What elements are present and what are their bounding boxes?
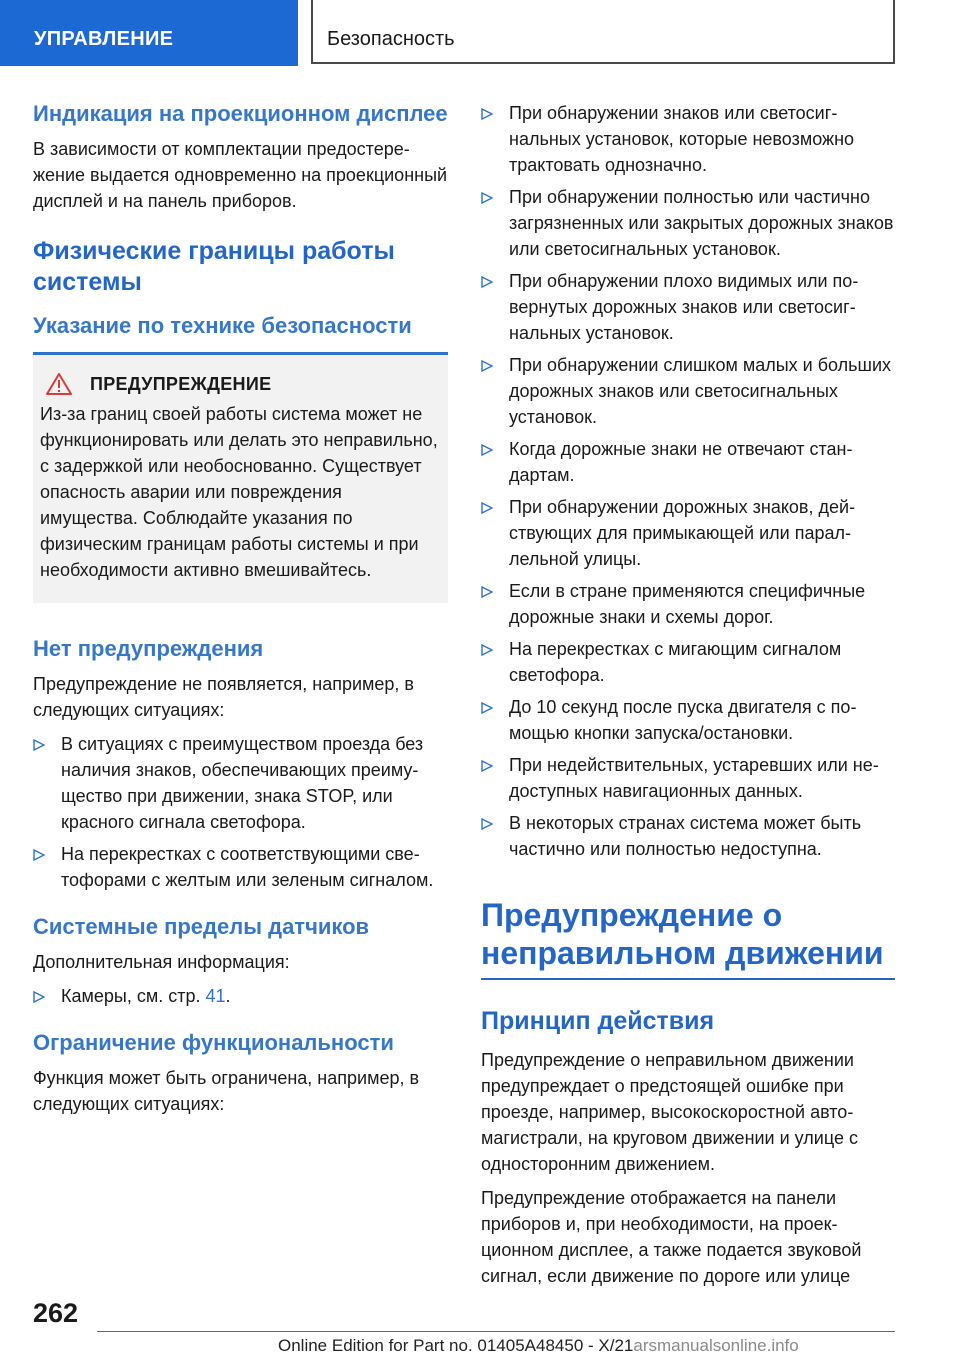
list-item xyxy=(481,494,901,572)
list-item-text: При обнаружении слишком малых и больших дорожных знаков или светосигнальных установок. xyxy=(509,355,892,427)
watermark-text: arsmanualsonline.info xyxy=(633,1336,799,1355)
list-item xyxy=(481,636,901,688)
list-item-text: Если в стране применяются специфичные дорожные знаки и схемы дорог. xyxy=(509,581,866,627)
page-number: 262 xyxy=(33,1298,79,1328)
triangle-bullet-icon xyxy=(481,108,493,120)
section-title-safety: Указание по технике безопасности xyxy=(33,313,412,338)
page-reference-link[interactable]: 41 xyxy=(205,986,226,1006)
triangle-bullet-icon xyxy=(33,991,45,1003)
list-item xyxy=(481,268,901,346)
list-item-text: При обнаружении плохо видимых или повернутых дорожных знаков или светосигнальных установок. xyxy=(509,271,859,343)
list-item xyxy=(481,694,901,746)
list-item-text: При обнаружении знаков или светосигнальных установок, которые невозможно трактовать однозначно. xyxy=(509,103,855,175)
list-item xyxy=(481,352,901,430)
list-item-text: При обнаружении полностью или частично загрязненных или закрытых дорожных знаков или светосигнальных установок. xyxy=(509,187,894,259)
section-title-restrictions: Ограничение функциональности xyxy=(33,1030,394,1055)
triangle-bullet-icon xyxy=(481,502,493,514)
triangle-bullet-icon xyxy=(481,360,493,372)
warning-triangle-icon xyxy=(46,373,72,395)
triangle-bullet-icon xyxy=(481,276,493,288)
edition-text: Online Edition for Part no. 01405A48450 - X/21 xyxy=(278,1336,634,1355)
triangle-bullet-icon xyxy=(481,818,493,830)
list-item xyxy=(481,810,901,862)
list-item-text: До 10 секунд после пуска двигателя с помощью кнопки запуска/остановки. xyxy=(509,697,857,743)
list-item-text: При обнаружении дорожных знаков, действующих для примыкающей или параллельной улицы. xyxy=(509,497,856,569)
warning-header xyxy=(40,373,440,395)
page-header xyxy=(0,0,960,66)
triangle-bullet-icon xyxy=(481,586,493,598)
left-column xyxy=(33,100,448,1125)
list-item-text: В некоторых странах система может быть частично или полностью недоступна. xyxy=(509,813,862,859)
footer-edition xyxy=(278,1336,799,1356)
list-item xyxy=(481,184,901,262)
header-section-label: УПРАВЛЕНИЕ xyxy=(0,0,298,66)
section-text-no-warning: Предупреждение не появляется, например, в следующих ситуациях: xyxy=(33,674,414,720)
list-item xyxy=(481,436,901,488)
no-warning-list xyxy=(33,731,448,893)
restrictions-list xyxy=(481,100,901,862)
section-title-no-warning: Нет предупреждения xyxy=(33,636,264,661)
triangle-bullet-icon xyxy=(481,760,493,772)
list-item xyxy=(33,841,448,893)
principle-text-2: Предупреждение отображается на панели приборов и, при необходимости, на проекционном дисплее, а также подается звуковой сигнал, если движение по дороге или улице xyxy=(481,1188,862,1286)
warning-title: ПРЕДУПРЕЖДЕНИЕ xyxy=(90,373,272,394)
right-column xyxy=(481,100,901,1297)
principle-text-1: Предупреждение о неправильном движении предупреждает о предстоящей ошибке при проезде, например, высокоскоростной автомагистрали, на круговом движении и улице с односторонним движением. xyxy=(481,1050,858,1174)
list-item-text: На перекрестках с соответствующими светофорами с желтым или зеленым сигналом. xyxy=(61,844,434,890)
list-item xyxy=(481,578,901,630)
triangle-bullet-icon xyxy=(481,192,493,204)
list-item-tail: . xyxy=(225,986,231,1006)
chapter-title-rule xyxy=(481,978,895,980)
triangle-bullet-icon xyxy=(33,849,45,861)
section-title-hud: Индикация на проекционном дисплее xyxy=(33,101,448,126)
list-item xyxy=(33,731,448,835)
list-item xyxy=(481,100,901,178)
section-text-sensor-limits: Дополнительная информация: xyxy=(33,952,290,972)
warning-box xyxy=(33,352,448,603)
triangle-bullet-icon xyxy=(481,644,493,656)
warning-text: Из-за границ своей работы система может не функционировать или делать это неправильно, с задержкой или необоснованно. Существует опасность аварии или повреждения имущества. Соблюдайте указания по физическим границам работы системы и при необходимости активно вмешивайтесь. xyxy=(40,404,438,580)
section-title-sensor-limits: Системные пределы датчиков xyxy=(33,914,370,939)
triangle-bullet-icon xyxy=(481,444,493,456)
triangle-bullet-icon xyxy=(33,739,45,751)
footer-rule xyxy=(97,1331,895,1332)
sensor-limits-list xyxy=(33,983,448,1009)
list-item-text: В ситуациях с преимуществом проезда без наличия знаков, обеспечивающих преимущество при движении, знака STOP, или красного сигнала светофора. xyxy=(61,734,424,832)
list-item-text: При недействительных, устаревших или недоступных навигационных данных. xyxy=(509,755,879,801)
list-item-text: На перекрестках с мигающим сигналом светофора. xyxy=(509,639,842,685)
list-item-text: Камеры, см. стр. xyxy=(61,986,206,1006)
section-text-restrictions: Функция может быть ограничена, например, в следующих ситуациях: xyxy=(33,1068,420,1114)
list-item-text: Когда дорожные знаки не отвечают стандартам. xyxy=(509,439,853,485)
section-text-hud: В зависимости от комплектации предостережение выдается одновременно на проекционный дисплей и на панель приборов. xyxy=(33,139,448,211)
section-title-limits: Физические границы работы системы xyxy=(33,237,395,296)
header-topic-label: Безопасность xyxy=(311,0,895,64)
list-item xyxy=(481,752,901,804)
chapter-title-wrong-way: Предупреждение о неправильном движении xyxy=(481,897,884,971)
list-item xyxy=(33,983,448,1009)
section-title-principle: Принцип действия xyxy=(481,1007,715,1035)
triangle-bullet-icon xyxy=(481,702,493,714)
